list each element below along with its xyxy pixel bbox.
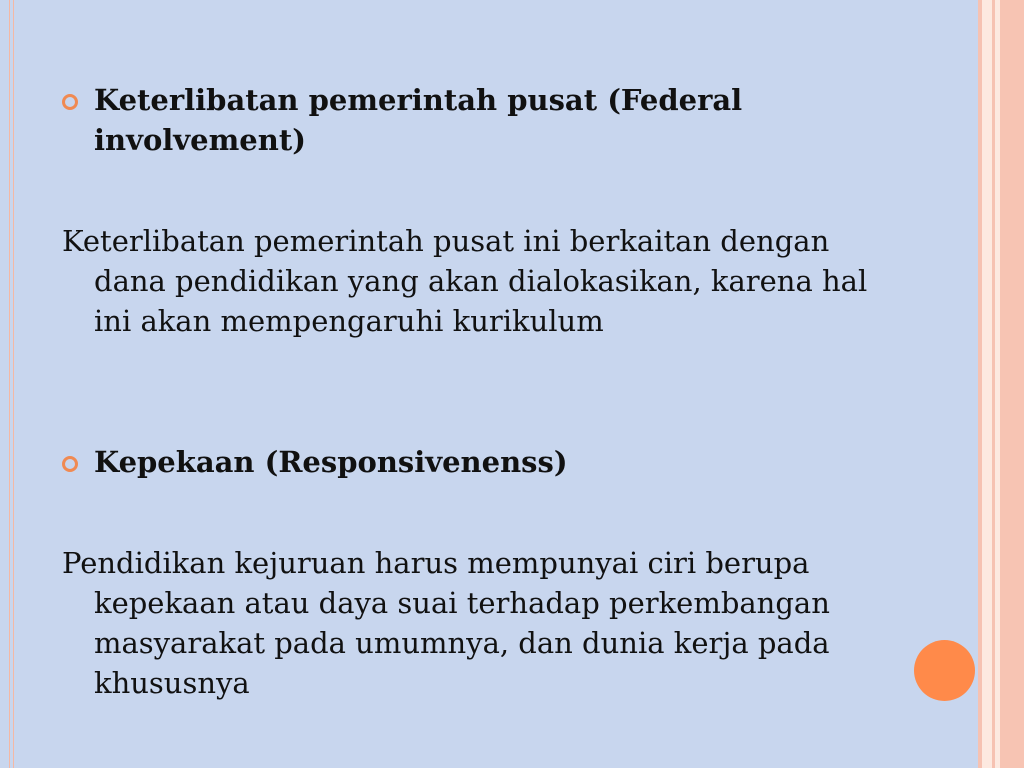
left-border bbox=[0, 0, 14, 768]
bullet-heading: Kepekaan (Responsivenenss) bbox=[94, 445, 568, 479]
stripe bbox=[1000, 0, 1024, 768]
right-decorative-stripes bbox=[978, 0, 1024, 768]
bullet-circle-icon bbox=[62, 94, 78, 110]
bullet-circle-icon bbox=[62, 456, 78, 472]
orange-circle-decoration bbox=[914, 640, 975, 701]
stripe bbox=[982, 0, 992, 768]
bullet-heading: Keterlibatan pemerintah pusat (Federal involvement) bbox=[94, 83, 743, 157]
paragraph-responsiveness: Pendidikan kejuruan harus mempunyai ciri berupa kepekaan atau daya suai terhadap perkembangan masyarakat pada umumnya, dan dunia kerja pada khususnya bbox=[62, 546, 830, 700]
paragraph-federal-involvement: Keterlibatan pemerintah pusat ini berkaitan dengan dana pendidikan yang akan dialokasikan, karena hal ini akan mempengaruhi kurikulum bbox=[62, 224, 868, 338]
